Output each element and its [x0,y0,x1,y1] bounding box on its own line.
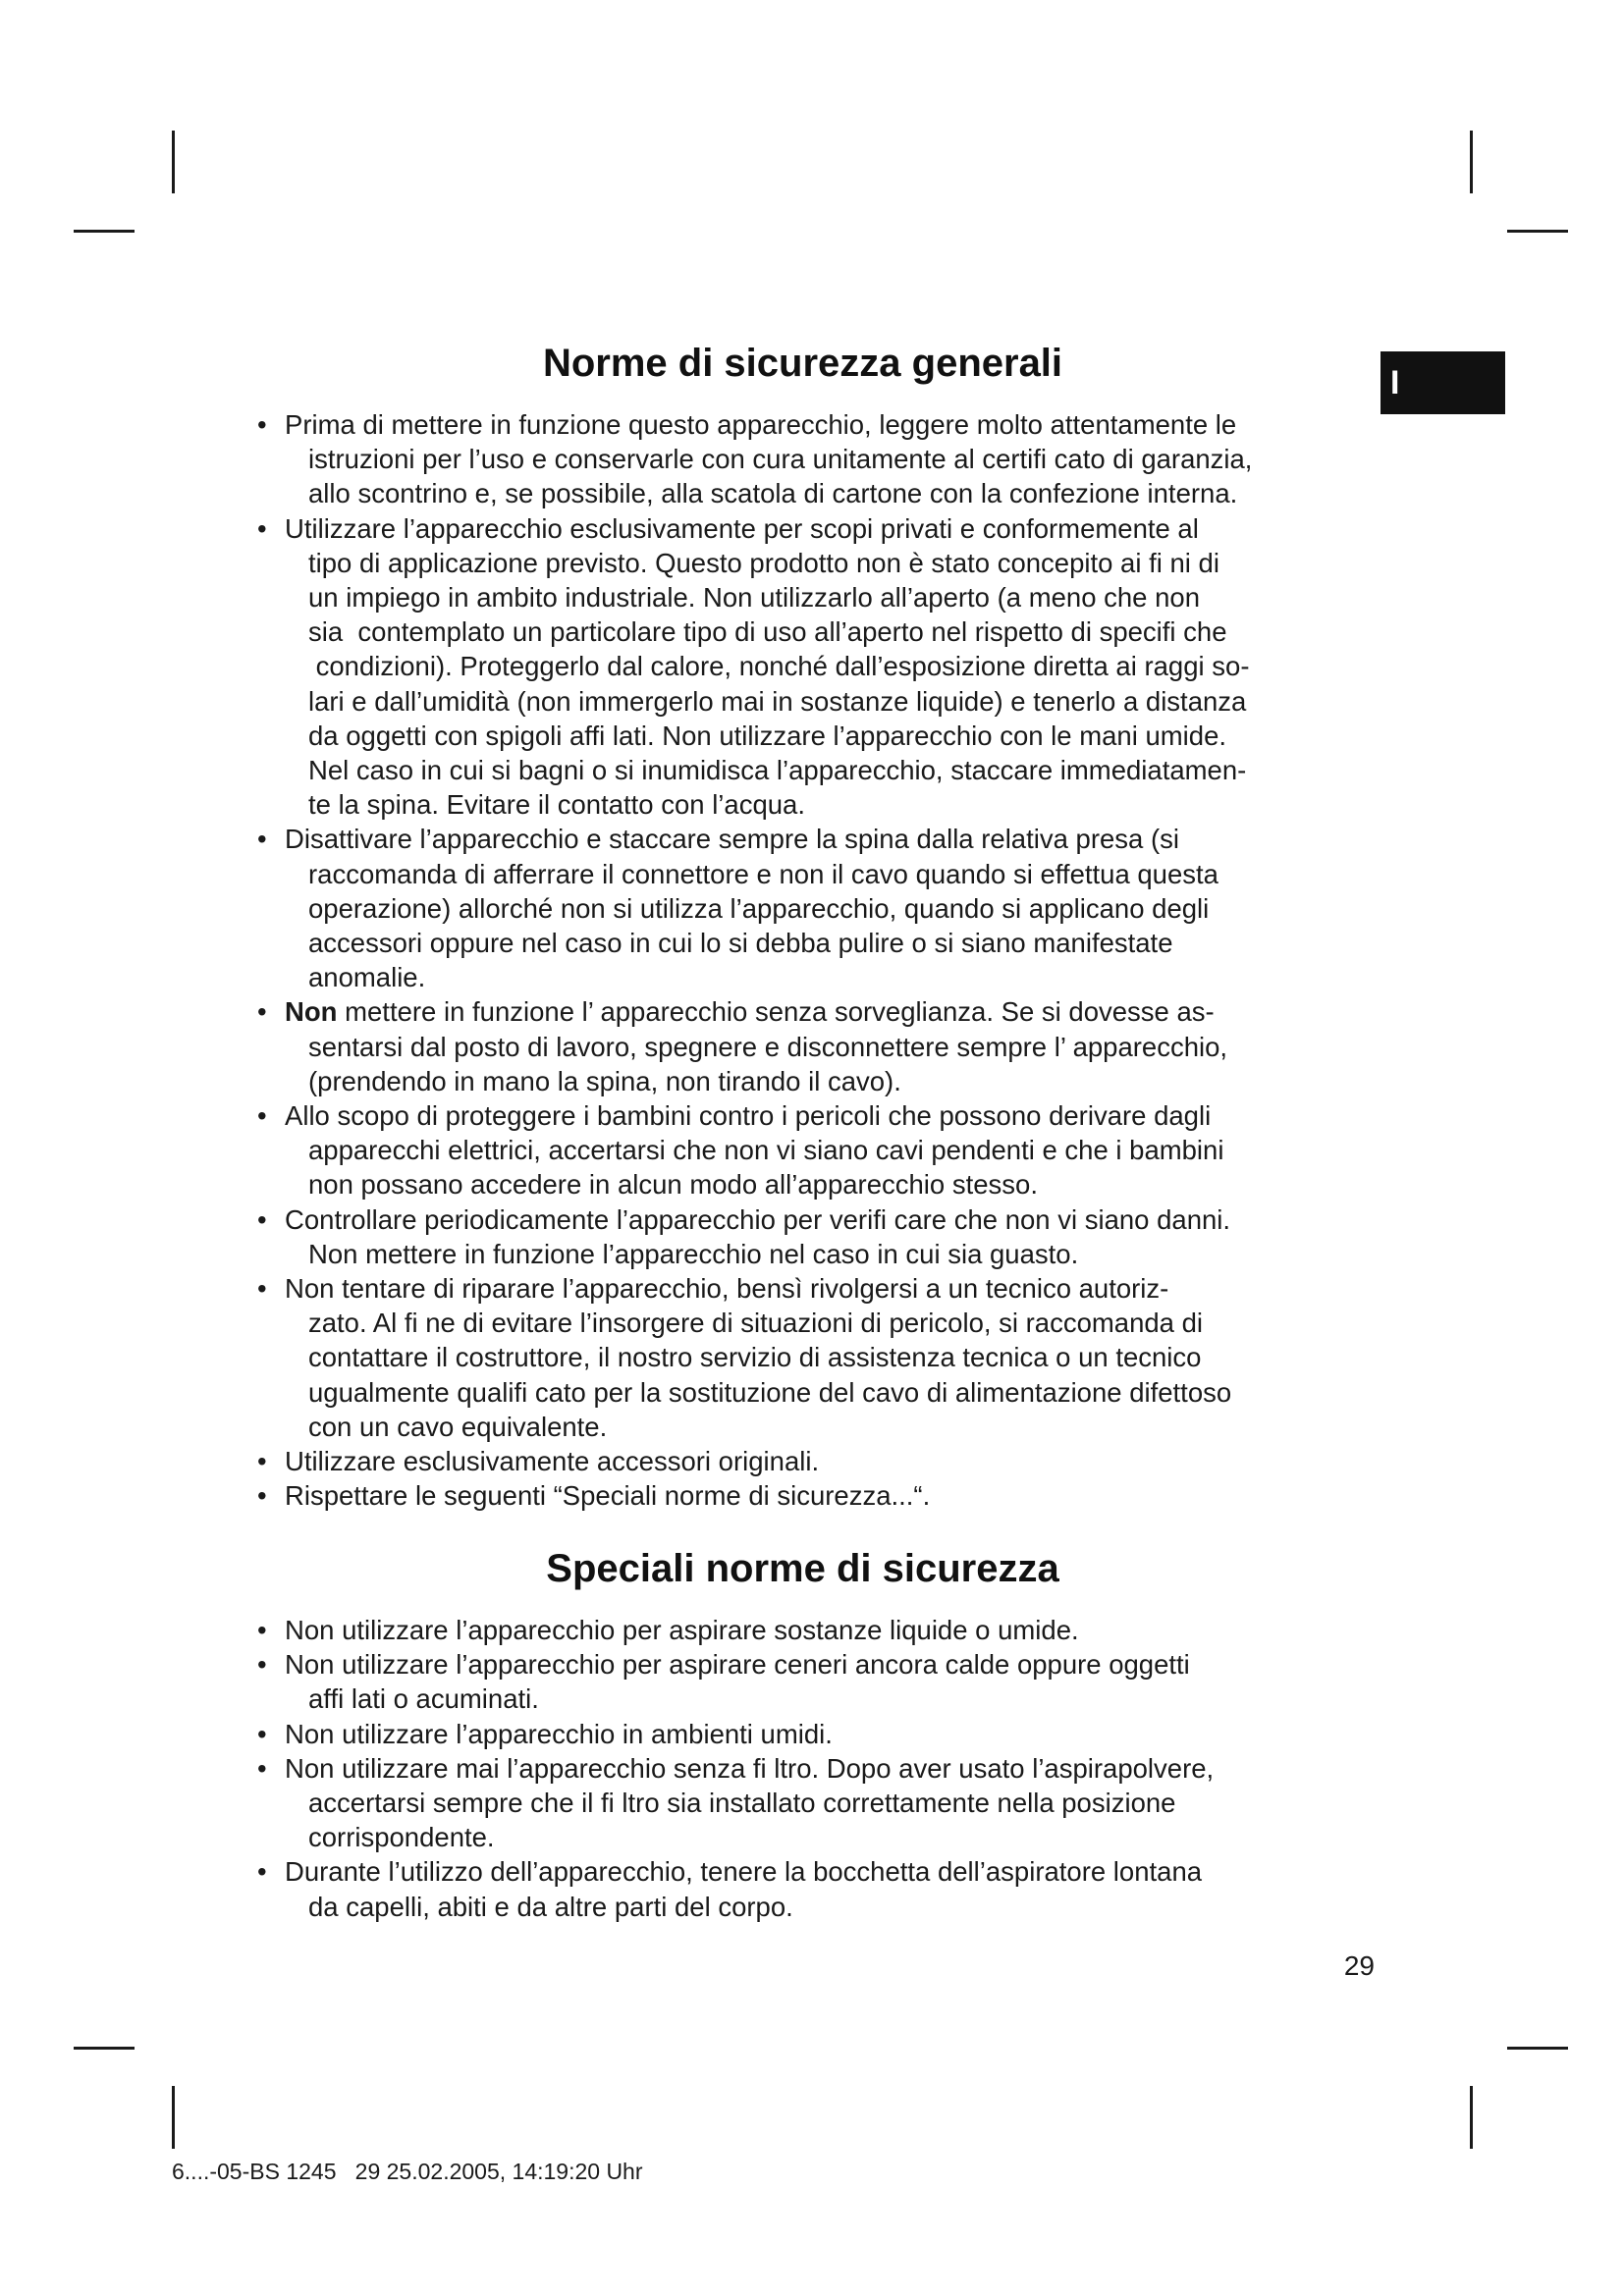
crop-mark [172,131,175,193]
print-footer: 6....-05-BS 1245 29 25.02.2005, 14:19:20 Uhr [172,2159,643,2184]
list-item-line: Utilizzare esclusivamente accessori originali. [285,1446,820,1477]
list-item-line: corrispondente. [308,1822,495,1853]
list-item-line: sentarsi dal posto di lavoro, spegnere e disconnettere sempre l’ apparecchio, [308,1031,1228,1062]
bullet-icon: • [257,1752,267,1784]
list-item [257,511,1377,823]
list-item-line: te la spina. Evitare il contatto con l’acqua. [308,789,805,821]
list-item [257,822,1377,994]
list-item-line: Durante l’utilizzo dell’apparecchio, tenere la bocchetta dell’aspiratore lontana [285,1856,1203,1888]
list-item-line: Non utilizzare l’apparecchio in ambienti umidi. [285,1718,833,1749]
list-item-line: condizioni). Proteggerlo dal calore, nonché dall’esposizione diretta ai raggi so- [308,651,1250,682]
list-item-line: lari e dall’umidità (non immergerlo mai in sostanze liquide) e tenerlo a distanza [308,685,1247,717]
list-item-line: un impiego in ambito industriale. Non utilizzarlo all’aperto (a meno che non [308,582,1200,614]
list-item-line: accertarsi sempre che il fi ltro sia installato correttamente nella posizione [308,1788,1176,1819]
list-item-line: affi lati o acuminati. [308,1683,539,1715]
list-item-line: Prima di mettere in funzione questo apparecchio, leggere molto attentamente le [285,409,1237,440]
list-item-line: accessori oppure nel caso in cui lo si debba pulire o si siano manifestate [308,928,1173,959]
list-item-line: operazione) allorché non si utilizza l’apparecchio, quando si applicano degli [308,892,1210,924]
list-item [257,1717,1377,1751]
list-item [257,1098,1377,1202]
crop-mark [1507,230,1568,233]
list-item-line: Utilizzare l’apparecchio esclusivamente per scopi privati e conformemente al [285,512,1199,544]
list-item-line: con un cavo equivalente. [308,1411,608,1442]
list-item-line: Controllare periodicamente l’apparecchio per verifi care che non vi siano danni. [285,1203,1231,1235]
list-item [257,1751,1377,1855]
bullet-icon: • [257,1480,267,1512]
section-title-special-safety: Speciali norme di sicurezza [546,1547,1059,1590]
list-item-line [285,994,1377,1029]
general-safety-list [257,407,1377,1514]
crop-mark [1470,131,1473,193]
special-safety-list [257,1613,1377,1924]
list-item-line: Nel caso in cui si bagni o si inumidisca l’apparecchio, staccare immediatamen- [308,755,1247,786]
list-item-line: anomalie. [308,962,426,993]
list-item-line: raccomanda di afferrare il connettore e non il cavo quando si effettua questa [308,858,1218,889]
crop-mark [172,2086,175,2149]
emphasis-text: Non [285,996,338,1028]
list-item-text: mettere in funzione l’ apparecchio senza sorveglianza. Se si dovesse as- [337,996,1215,1028]
list-item [257,407,1377,511]
bullet-icon: • [257,1856,267,1888]
list-item [257,1478,1377,1513]
list-item-line: Rispettare le seguenti “Speciali norme di sicurezza...“. [285,1480,931,1512]
crop-mark [74,2047,135,2050]
list-item-line: sia contemplato un particolare tipo di uso all’aperto nel rispetto di specifi che [308,616,1227,648]
list-item-line: Non utilizzare l’apparecchio per aspirare sostanze liquide o umide. [285,1615,1079,1645]
bullet-icon: • [257,1100,267,1132]
list-item-line: tipo di applicazione previsto. Questo prodotto non è stato concepito ai fi ni di [308,547,1219,578]
crop-mark [1507,2047,1568,2050]
bullet-icon: • [257,1446,267,1477]
list-item-line: apparecchi elettrici, accertarsi che non vi siano cavi pendenti e che i bambini [308,1135,1224,1166]
list-item-line: ugualmente qualifi cato per la sostituzione del cavo di alimentazione difettoso [308,1376,1232,1408]
list-item-line: Non tentare di riparare l’apparecchio, bensì rivolgersi a un tecnico autoriz- [285,1273,1169,1305]
list-item-line: Non utilizzare mai l’apparecchio senza fi ltro. Dopo aver usato l’aspirapolvere, [285,1752,1215,1784]
list-item [257,1444,1377,1478]
list-item [257,1647,1377,1716]
list-item-line: zato. Al fi ne di evitare l’insorgere di situazioni di pericolo, si raccomanda di [308,1308,1204,1339]
list-item-line: non possano accedere in alcun modo all’apparecchio stesso. [308,1169,1038,1201]
section-title-general-safety: Norme di sicurezza generali [542,342,1063,385]
page-number: 29 [1343,1950,1375,1981]
list-item [257,1613,1377,1647]
bullet-icon: • [257,996,267,1028]
crop-mark [74,230,135,233]
list-item [257,1271,1377,1444]
list-item-line: Allo scopo di proteggere i bambini contro i pericoli che possono derivare dagli [285,1100,1212,1132]
bullet-icon: • [257,1615,267,1645]
bullet-icon: • [257,1203,267,1235]
crop-mark [1470,2086,1473,2149]
list-item-line: da capelli, abiti e da altre parti del corpo. [308,1891,793,1922]
bullet-icon: • [257,1273,267,1305]
list-item-line: Disattivare l’apparecchio e staccare sempre la spina dalla relativa presa (si [285,824,1179,855]
list-item-line: istruzioni per l’uso e conservarle con cura unitamente al certifi cato di garanzia, [308,444,1253,475]
list-item-line: allo scontrino e, se possibile, alla scatola di cartone con la confezione interna. [308,478,1238,509]
bullet-icon: • [257,1649,267,1681]
list-item-line: (prendendo in mano la spina, non tirando il cavo). [308,1065,901,1096]
language-tab: I [1380,351,1505,414]
bullet-icon: • [257,824,267,855]
list-item [257,994,1377,1098]
bullet-icon: • [257,409,267,440]
list-item-line: Non mettere in funzione l’apparecchio nel caso in cui sia guasto. [308,1238,1079,1269]
list-item-line: Non utilizzare l’apparecchio per aspirare ceneri ancora calde oppure oggetti [285,1649,1190,1681]
bullet-icon: • [257,1718,267,1749]
bullet-icon: • [257,512,267,544]
list-item-line: contattare il costruttore, il nostro servizio di assistenza tecnica o un tecnico [308,1342,1202,1373]
list-item-line: da oggetti con spigoli affi lati. Non utilizzare l’apparecchio con le mani umide. [308,720,1227,751]
list-item [257,1202,1377,1271]
list-item [257,1854,1377,1923]
